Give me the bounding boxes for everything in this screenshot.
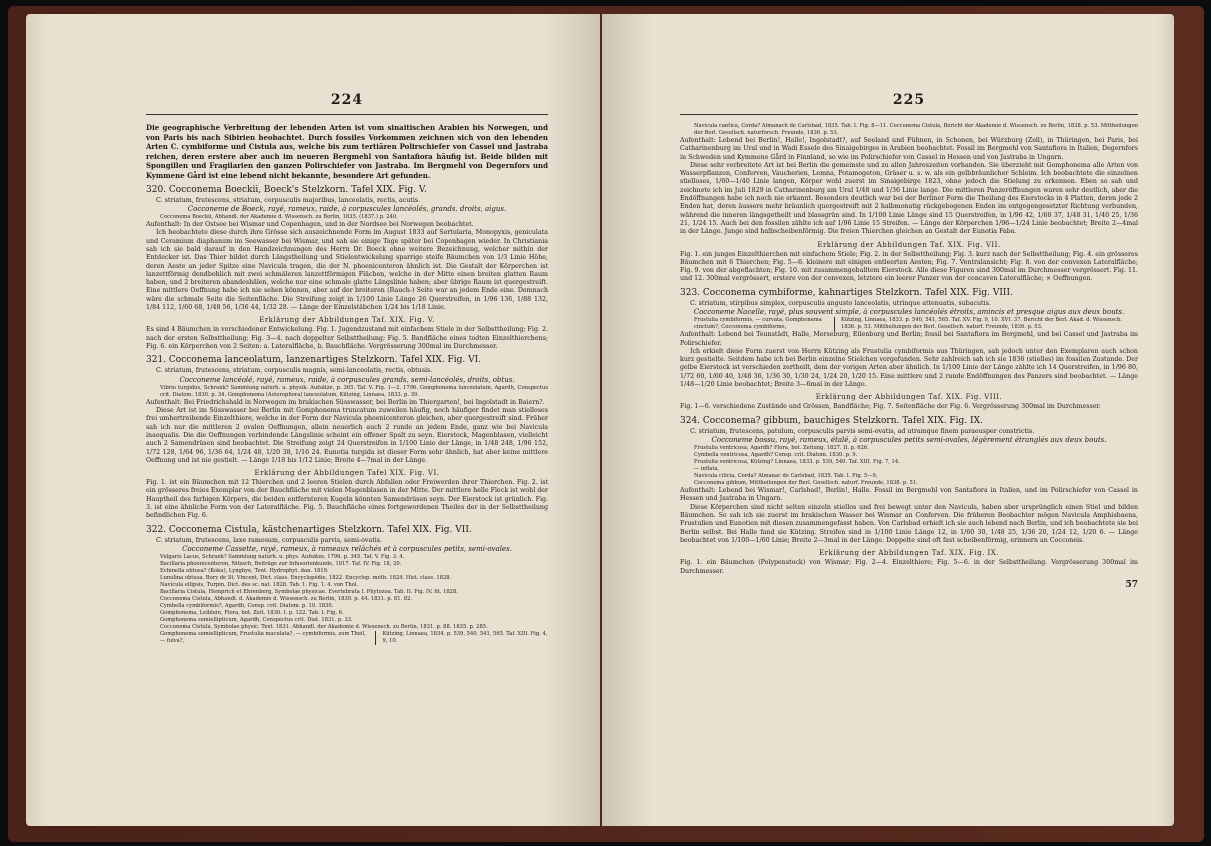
section-321-latin: C. striatum, frutescens, striatum, corpusculis magnis, semi-lanceolatis, rectis, obtusis. xyxy=(156,367,433,375)
bracket-right-source: Kützing, Linnaea, 1833. p. 540, 541, 565. Taf. XV. Fig. 9, 10. XVI. 37. Bericht der Berl. Akad. d. Wissensch. 1836. p. 53. Mittheilungen der Berl. Gesellsch. naturf. Freunde, 1836. p. 53. xyxy=(841,317,1122,331)
bracket-left-names: Frustulia cymbiformis, — curvata, Gomphonema cinctum?, Cocconema cymbiforme, xyxy=(694,317,835,331)
section-320-erklaerung-text: Es sind 4 Bäumchen in verschiedener Entwickelung. Fig. 1. Jugendzustand mit einfachem Stiele in der Selbsttheilung; Fig. 2. nach der ersten Selbsttheilung; Fig. 3—4. nach doppelter Selbsttheilung; Fig. 5. Bandfläche eines todten Einzelthierchens; Fig. 6. ein Körperchen von 2 Seiten: a. Lateralfläche, b. Bauchfläche. Vergrösserung 300mal im Durchmesser. xyxy=(146,326,548,350)
top-references: Navicula cantica, Corda? Almanach de Carlsbad, 1835. Tab. I. Fig. 8—11. Cocconema Cistula, Bericht der Akademie d. Wissensch. zu Berlin, 1838. p. 53. Mittheilungen der Berl. Gesellsch. naturforsch. Freunde, 1836. p. 53. xyxy=(694,123,1138,136)
section-320-text: Ich beobachtete diese durch ihre Grösse sich auszeichnende Form im August 1833 auf Sertularia, Monopyxis, geniculata und Ceramium diaphanum im Seewasser bei Wismar, und sah sie einige Tage später bei Copenhagen wieder. In Christiania sah ich sie bald darauf in den Handzeichnungen des Herrn Dr. Boeck ohne weitere Bezeichnung, welcher mithin der Entdecker ist. Das Thier bildet durch Längstheilung und Stielentwickelung sparrige steife Bäumchen von 1/3 Linie Höhe, deren Aeste an jeder Spitze eine Navicula tragen, die der N. phoenicenteron ähnlich ist. Die Gestalt der Körperchen ist lanzettförmig dendbohlich mit zwei schmäleren lanzettförmigen Flächen, welche in der Mitte einen breiten glatten Raum haben, und 2 breiteren abandeshälen, welche nur eine schmale glatte Längslinie haben; aber übrige Raum ist quergestreift. Eine mittlere Oeffnung habe ich nie sehen können, aber auf der breiteren (Rauch-) Seite war an jedem Ende eine. Demnach wäre die schmale Seite die Seitenfläche. Die Streifung zeigt in 1/100 Linie Länge 26 Querstreifen, in 1/96 136, 1/88 132, 1/84 112, 1/60 68, 1/48 56, 1/36 44, 1/32 28. — Länge der Einzelstäbchen 1/24 bis 1/18 Linie. xyxy=(146,229,548,312)
section-322-latin: C. striatum, frutescens, laxe ramosum, corpusculis parvis, semi-ovatis. xyxy=(156,536,382,544)
reference-line: Gomphonema, Leiblein, Flora, bot. Zeit. 1830. I. p. 122. Tab. I. Fig. 6. xyxy=(160,610,344,617)
page-number-right: 225 xyxy=(892,92,926,108)
reference-line: Vulgaris Lacus, Schrank? Sammlung naturh. u. phys. Aufsätze, 1796. p. 345. Taf. V. Fig. 3. 4. xyxy=(160,554,405,561)
reference-line: Cocconema Cistula, Symbolae physic. Text. 1831. Abhandl. der Akademie d. Wissensch. zu Berlin, 1831. p. 88. 1835. p. 285. xyxy=(160,624,488,631)
section-323-erklaerung-heading: Erklärung der Abbildungen Taf. XIX. Fig. VIII. xyxy=(815,393,1003,402)
section-322-french: Cocconeme Cassette, rayé, rameux, à rameaux relâchés et à corpuscules petits, semi-ovales. xyxy=(182,545,512,554)
section-323-title: 323. Cocconema cymbiforme, kahnartiges Stelzkorn. Tafel XIX. Fig. VIII. xyxy=(680,287,1013,298)
section-324-erklaerung-text: Fig. 1. ein Bäumchen (Polypenstock) von Wismar; Fig. 2—4. Einzelthiere; Fig. 5—6. in der Selbsttheilung. Vergrösserung 300mal im Durchmesser. xyxy=(680,559,1138,575)
reference-line: Frustulia ventricosa, Kützing? Linnaea, 1833. p. 539, 540. Taf. XIII. Fig. 7, 14. xyxy=(694,459,900,466)
section-321-aufenthalt: Aufenthalt: Bei Friedrichshald in Norwegen im brakischen Süsswasser, bei Berlin im Thiergarten!, bei Ingolstadt in Baiern?. xyxy=(146,398,545,406)
section-323-bracket-references xyxy=(680,317,1138,331)
right-page xyxy=(602,14,1174,826)
section-323-french: Cocconeme Nacelle, rayé, plus souvent simple, à corpuscules lancéolés étroits, amincis et presque aigus aux deux bouts. xyxy=(693,308,1125,317)
section-320-aufenthalt: Aufenthalt: In der Ostsee bei Wismar und Copenhagen, und in der Nordsee bei Norwegen beobachtet. xyxy=(146,221,474,229)
header-rule-left xyxy=(146,114,548,115)
section-320-french: Cocconeme de Boeck, rayé, rameux, raide, à corpuscules lancéolés, grands, droits, aigus. xyxy=(187,205,507,214)
section-320-title: 320. Cocconema Boeckii, Boeck's Stelzkorn. Tafel XIX. Fig. V. xyxy=(146,184,427,195)
section-323-text: Ich erkielt diese Form zuerst von Herrn Kützing als Frustulia cymbiformis aus Thüringen, sah jedoch unter den Exemplaren auch schon kurz gestielte. Seitdem habe ich bei Berlin einzelne Stielchen vorgefunden. Sehr zahlreich sah ich sie 1836 (stielles) im fossilen Zustande. Der gelbe Eierstock ist verschieden zertheilt, dem der vorigen Arten aber ähnlich. In 1/100 Linie der Länge zählte ich 14 Querstreifen, in 1/96 80, 1/72 60, 1/60 40, 1/48 36, 1/36 30, 1/30 24, 1/24 20, 1/20 15. Eine mittlere und 2 runde Endöffnungen des Panzers sind beobachtet. — Länge 1/48—1/20 Linie beobachtet; Breite 3—6mal in der Länge. xyxy=(680,347,1138,389)
section-320-latin: C. striatum, frutescens, striatum, corpusculis majoribus, lanceolatis, rectis, acutis. xyxy=(156,196,421,204)
reference-line: Navicula cilicia, Corda? Almanac de Carlsbad, 1835. Tab. I. Fig. 5—9. xyxy=(694,473,878,480)
left-page xyxy=(26,14,600,826)
reference-line: Frustulia ventricosa, Agardh? Flora, bot. Zeitung, 1827. II. p. 626. xyxy=(694,445,869,452)
section-324-french: Cocconeme bossu, rayé, rameux, étalé, à corpuscules petits semi-ovales, légèrement étranglés aux deux bouts. xyxy=(711,436,1107,445)
section-322-erklaerung-heading: Erklärung der Abbildungen Taf. XIX. Fig. VII. xyxy=(817,240,1001,249)
section-321-erklaerung-text: Fig. 1. ist ein Bäumchen mit 12 Thierchen und 2 leeren Stielen durch Abfallen oder Freiwerden ihrer Thierchen. Fig. 2. ist ein grösseres freies Exemplar von der Bauchfläche mit vielen Magenblasen in der Mitte. Der mittlere helle Fleck ist wohl der Hauptheil des farbigen Körpers, die beiden entfernteren Kugeln könnten Samendrüsen seyn. Der Eierstock ist grünlich. Fig. 3. ist eine ähnliche Form von der Lateralfläche. Fig. 5. Bauchfläche eines fortgewordenen Theiles der in der Selbsttheilung befindlichen Fig. 6. xyxy=(146,479,548,520)
section-322-title: 322. Cocconema Cistula, kästchenartiges Stelzkorn. Tafel XIX. Fig. VII. xyxy=(146,524,472,535)
header-rule-right xyxy=(680,114,1138,115)
reference-line: Navicula ellipsis, Turpin, Dict. des sc. nat. 1828. Tab. 1. Fig. 1. 4. von Thol. xyxy=(160,582,359,589)
section-323-latin: C. striatum, stirpibus simplex, corpusculis angusto lanceolatis, utrinque attenuatis, subacutis. xyxy=(690,299,991,307)
bracket-left-names: Gomphonema semiellipticum, Frustulia maculata?, — cymbiformis, zum Theil, — fulva?, xyxy=(160,631,376,645)
section-321-references: Vibrio turgidus, Schrank? Sammlung naturh. u. physik. Aufsätze, p. 365. Taf. V. Fig. 1—2. 1796. Gomphonema lanceolatum, Agardh, Conspectus crit. Diatom. 1830. p. 34. Gomphonema (Asterophora) lanceolatum, Kützing, Linnaea, 1833. p. 39. xyxy=(160,384,548,398)
section-322-aufenthalt: Aufenthalt: Lebend bei Berlin!, Halle!, Ingolstadt?, auf Seeland und Fühnen, in Schonen, bei Würzburg (Zell), in Thüringen, bei Paris, bei Catharinenburg im Ural und in Wadi Essele des Sinaigebirges in Arabien beobachtet. Fossil im Bergmehl von Santafiora in Italien, Degernfors in Schweden und Kymmene Gård in Finnland, so wie im Polirschiefer von Cassel in Hessen und von Jastraba in Ungarn. xyxy=(680,137,1138,161)
right-page-content xyxy=(602,14,1174,826)
reference-line: Cocconema gibbum, Mittheilungen der Berl. Gesellsch. naturf. Freunde, 1838. p. 51. xyxy=(694,480,918,487)
bracket-right-source: Kützing, Linnaea, 1834. p. 539, 540, 541, 565. Taf. XIII. Fig. 4, 9, 10. xyxy=(382,631,548,645)
intro-paragraph: Die geographische Verbreitung der lebenden Arten ist vom sinaitischen Arabien bis Norwegen, und von Paris bis nach Sibirien beobachtet. Durch fossiles Vorkommen zeichnen sich von den lebenden Arten C. cymbiforme und Cistula aus, welche bis zum tertiären Polirschiefer von Cassel und Jastraba reichen, deren erstere aber auch im neueren Bergmehl von Santafiora häufig ist. Beide bilden mit Spongillen und Fragilarien den ganzen Polirschiefer von Jastraba. Im Bergmehl von Degernfors und Kymmene Gård ist eine lebend nicht bekannte, besondere Art gefunden. xyxy=(146,123,548,180)
section-322-reference-list xyxy=(146,554,548,631)
section-324-title: 324. Cocconema? gibbum, bauchiges Stelzkorn. Tafel XIX. Fig. IX. xyxy=(680,415,983,426)
section-322-erklaerung-text: Fig. 1. ein junges Einzelthierchen mit einfachem Stiele; Fig. 2. in der Selbsttheilung; Fig. 3. kurz nach der Selbsttheilung; Fig. 4. ein grösseres Bäumchen mit 6 Thierchen; Fig. 5—6. kleinere mit einigen entleerten Aesten; Fig. 7. Ventralansicht; Fig. 8. von der convexen Lateralfläche; Fig. 9. von der abgeflachten; Fig. 10. mit zusammengeballtem Eierstock. Alle diese Figuren sind 300mal im Durchmesser vergrössert. Fig. 11. und 12. 300mal vergrössert, erstere von der convexen, letztere ein leerer Panzer von der concaven Lateralfläche; × Oeffnungen. xyxy=(680,250,1139,283)
reference-line: Gomphonema semiellipticum, Agardh, Conspectus crit. Diat. 1831. p. 33. xyxy=(160,617,353,624)
page-number-left: 224 xyxy=(330,92,364,108)
section-324-aufenthalt: Aufenthalt: Lebend bei Wismar!, Carlsbad!, Berlin!, Halle. Fossil im Bergmehl von Santafiora in Italien, und im Polirschiefer von Cassel in Hessen und Jastraba in Ungarn. xyxy=(680,487,1138,503)
reference-line: Cocconema Cistula, Abhandl. d. Akademie d. Wissensch. zu Berlin, 1830. p. 44. 1831. p. 81. 82. xyxy=(160,596,413,603)
section-322-bracket-references xyxy=(146,631,548,645)
section-323-aufenthalt: Aufenthalt: Lebend bei Teunstädt, Halle, Merseburg, Eilenburg und Berlin; fossil bei Santafiora im Bergmehl, und bei Cassel und Jastraba im Polirschiefer. xyxy=(680,331,1138,347)
section-321-title: 321. Cocconema lanceolatum, lanzenartiges Stelzkorn. Tafel XIX. Fig. VI. xyxy=(146,355,482,366)
section-323-erklaerung-text: Fig. 1—6. verschiedene Zustände und Grössen, Bandfläche; Fig. 7. Seitenfläche der Fig. 6. Vergrösserung 300mal im Durchmesser. xyxy=(680,403,1101,411)
section-324-text: Diese Körperchen sind nicht selten einzeln stiellos und frei bewegt unter den Navicula, haben aber ursprünglich einen Stiel und bilden Bäumchen. So sah ich sie zuerst im brakischen Wasser bei Wismar an Conferven. Die früheren Beobachter mögen Navicula Amphisbaena, Frustulien und Eunotien mit diesen zusammengefasst haben. Von Carlsbad erhielt ich sie auch lebend nach Berlin, und ich beobachtete sie bei Berlin selbst. Bei Halle fand sie Kützing. Streifen sind in 1/100 Linie Länge 12, in 1/60 30, 1/48 25, 1/36 20, 1/24 12, 1/20 6. — Länge beobachtet von 1/100—1/60 Linie; Breite 2—3mal in der Länge. Doppelte sind oft fast scheibenförmig, erinnern an Cocconeis. xyxy=(680,503,1138,544)
section-324-reference-list xyxy=(680,445,1138,487)
section-321-erklaerung-heading: Erklärung der Abbildungen Tafel XIX. Fig. VI. xyxy=(254,469,440,478)
reference-line: Bacillaria phoenicenteron, Nitzsch, Beiträge zur Infusorienkunde, 1817. Taf. IV. Fig. 18, 20. xyxy=(160,561,402,568)
reference-line: Cymbella cymbiformis?, Agardh, Consp. crit. Diatom. p. 10. 1830. xyxy=(160,603,334,610)
left-page-content xyxy=(26,14,600,826)
reference-line: Cymbella ventricosa, Agardh? Consp. crit. Diatom. 1830. p. 9. xyxy=(694,452,858,459)
section-324-latin: C. striatum, frutescens, patulum, corpusculis parvis semi-ovatis, ad utramque finem paraeusper constrictis. xyxy=(690,427,1035,435)
reference-line: Echinella obtusa? (Koku), Lyngbye, Tent. Hydrophyt. dan. 1819. xyxy=(160,568,329,575)
reference-line: Lunulina obtusa, Bory de St. Vincent, Dict. class. Encyclopédie, 1822. Encyclop. méth. 1824. Hist. class. 1828. xyxy=(160,575,452,582)
section-320-reference: Cocconema Boeckii, Abhandl. der Akademie d. Wissensch. zu Berlin, 1835. (1837.) p. 240. xyxy=(160,214,398,221)
section-321-text: Diese Art ist im Süsswasser bei Berlin mit Gomphonema truncatum zuweilen häufig, noch häufiger findet man stielloses frei umhertreibende Einzelthiere, welche in der Form der Navicula phoenicenteron gleichen, aber quergestreift sind. Früher sah ich nur die mittleren 2 ovalen Oeffnungen, allein neuerlich auch 2 runde an jedem Ende, ganz wie bei Navicula inaequalis. Die die Oeffnungen verbindende Längslinie scheint ein offener Spalt zu seyn. Eierstock, Magenblasen, vielleicht auch 2 Samendrüsen sind beobachtet. Die Streifung zeigt 24 Querstreifen in 1/100 Linie der Länge, in 1/48 248, 1/96 152, 1/72 128, 1/64 96, 1/36 64, 1/24 48, 1/20 38, 1/16 24. Eunotia turgida ist dieser Form sehr ähnlich, hat aber keine mittlere Oeffnung und ist nie gestielt. — Länge 1/18 bis 1/12 Linie; Breite 4—7mal in der Länge. xyxy=(146,407,548,464)
section-320-erklaerung-heading: Erklärung der Abbildungen Taf. XIX. Fig. V. xyxy=(259,316,435,325)
reference-line: Bacillaria Cistula, Hemprich et Ehrenberg, Symbolae physicae. Evertebrata I. Phytozoa. Tab. II. Fig. IV. fit. 1828. xyxy=(160,589,458,596)
section-322-text: Diese sehr verbreitete Art ist bei Berlin die gemeinste und zu allen Jahreszeiten vorhanden. Sie überzieht mit Gomphonema alle Arten von Wasserpflanzen, Conferven, Vaucherien, Lemna, Potamogeton, Gräser u. s. w. als ein gelbbräunlicher Schleim. Ich beobachtete die einzelnen stielloses, 1/60—1/40 Linie langen, Körper wohl zuerst im Sinaigebirge 1823, ohne jedoch die Stielung zu erkennen. Eben so sah und zeichnete ich im Juli 1829 in Catharinenburg am Ural 1/48 und 1/36 Linie lange. Die mittleren Panzeröffnungen waren sehr deutlich, aber die Endöffnungen habe ich noch nie erkannt. Besonders deutlich war bei der Berliner Form die Theilung des Eierstocks in 4 Platten, deren jede 2 Enden hat, deren äussere mehr bräunlich quergestreift mit 2 halbmonatig rückgebogenen Enden im entgegengesetzter Richtung verbunden, während die inneren längsgetheilt und blassgrün sind. In 1/100 Linie Länge sind 15 Querstreifen, in 1/96 42, 1/60 37, 1/48 31, 1/40 25, 1/36 21, 1/24 15. Auch bei den fossilen zählte ich auf 1/96 Linie 15 Streifen. — Länge der Körperchen 1/96—1/24 Linie beobachtet; Breite 2—4mal in der Länge. Junge sind halbscheibenförmig. Die freien Thierchen gleichen an Gestalt der Eunotia Faba. xyxy=(680,161,1138,236)
signature-mark: 57 xyxy=(1125,579,1138,590)
section-321-french: Cocconeme lancéolé, rayé, rameux, raide, à corpuscules grands, semi-lancéolés, droits, obtus. xyxy=(179,375,515,384)
section-324-erklaerung-heading: Erklärung der Abbildungen Taf. XIX. Fig. IX. xyxy=(819,549,999,558)
reference-line: — inflata, xyxy=(694,466,720,473)
